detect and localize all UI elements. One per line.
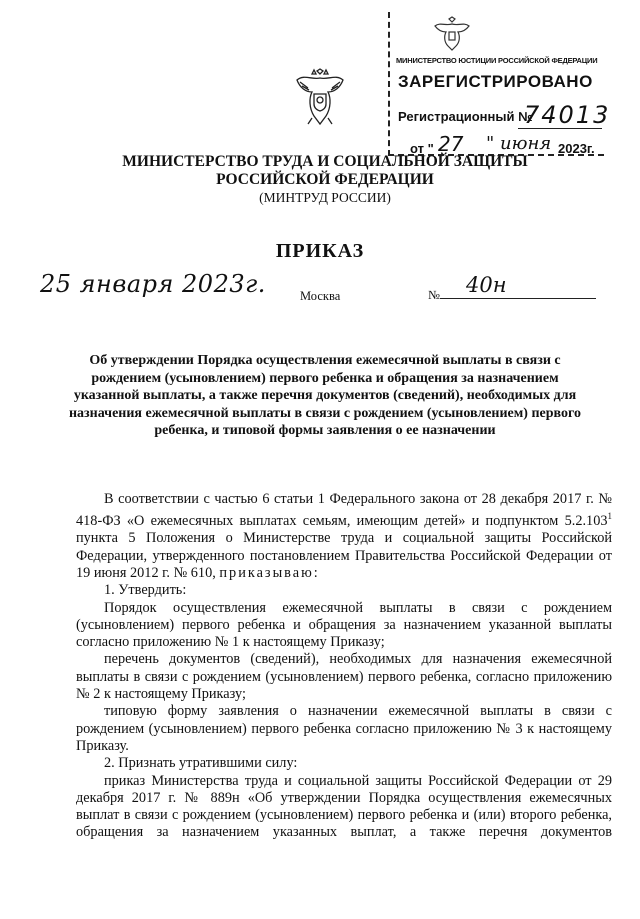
registration-stamp bbox=[388, 12, 611, 156]
paragraph-approve: 1. Утвердить: bbox=[104, 582, 187, 599]
stamp-reg-label: Регистрационный № bbox=[398, 109, 533, 124]
city-label: Москва bbox=[300, 289, 341, 303]
paragraph-repealed-order: приказ Министерства труда и социальной защиты Российской Федерации от 29 декабря 2017 г. № 889н «Об утверждении Порядка осуществления ежемесячных выплат в связи с рождением (усыновлением) первого ребенка и (или) второго ребенка, обращения за назначением указанных выплат, а также перечня документов bbox=[76, 772, 612, 841]
order-number-label: № bbox=[428, 288, 440, 302]
stamp-month: " июня bbox=[486, 133, 552, 154]
ministry-name-line1: МИНИСТЕРСТВО ТРУДА И СОЦИАЛЬНОЙ ЗАЩИТЫ bbox=[122, 153, 528, 170]
preamble-order-word: приказываю: bbox=[219, 564, 320, 581]
stamp-ministry-name: МИНИСТЕРСТВО ЮСТИЦИИ РОССИЙСКОЙ ФЕДЕРАЦИИ bbox=[396, 56, 598, 65]
order-number-underline bbox=[440, 298, 596, 299]
paragraph-application-form: типовую форму заявления о назначении ежемесячной выплаты в связи с рождением (усыновлением) первого ребенка согласно приложению № 3 к настоящему Приказу. bbox=[76, 703, 612, 754]
stamp-eagle-emblem-icon bbox=[432, 16, 472, 52]
stamp-reg-number: 74013 bbox=[524, 101, 611, 129]
stamp-date-prefix: от " bbox=[410, 141, 434, 156]
ministry-header bbox=[0, 153, 640, 206]
preamble-text-mid: пункта 5 Положения о Министерстве труда и социальной защиты Российской Федерации, утвержденного постановлением Правительства Российской Федерации от 19 июня 2012 г. № 610, bbox=[76, 530, 612, 581]
ministry-name-line2: РОССИЙСКОЙ ФЕДЕРАЦИИ bbox=[216, 171, 434, 188]
document-title: Об утверждении Порядка осуществления ежемесячной выплаты в связи с рождением (усыновлением) первого ребенка и обращения за назначением указанной выплаты, а также перечня документов (сведений), необходимых для назначения ежемесячной выплаты в связи с рождением (усыновлением) первого ребенка, и типовой формы заявления о ее назначении bbox=[68, 353, 582, 438]
order-title: ПРИКАЗ bbox=[275, 240, 365, 262]
preamble-superscript: 1 bbox=[607, 511, 612, 522]
stamp-reg-number-underline bbox=[518, 128, 602, 129]
coat-of-arms-icon bbox=[294, 66, 346, 128]
stamp-day: 27 bbox=[438, 132, 464, 156]
paragraph-procedure: Порядок осуществления ежемесячной выплаты в связи с рождением (усыновлением) первого ребенка и обращения за назначением указанной выплаты согласно приложению № 1 к настоящему Приказу; bbox=[76, 599, 612, 651]
paragraph-repeal: 2. Признать утратившими силу: bbox=[104, 755, 298, 772]
stamp-registered-label: ЗАРЕГИСТРИРОВАНО bbox=[398, 72, 593, 91]
paragraph-preamble bbox=[76, 491, 612, 582]
ministry-short-name: (МИНТРУД РОССИИ) bbox=[259, 190, 391, 205]
handwritten-order-number: 40н bbox=[466, 273, 507, 297]
stamp-year: 2023г. bbox=[558, 141, 595, 156]
preamble-text-start: В соответствии с частью 6 статьи 1 Федерального закона от 28 декабря 2017 г. № 418-ФЗ «О ежемесячных выплатах семьям, имеющим детей» и подпунктом 5.2.103 bbox=[76, 491, 612, 530]
handwritten-date: 25 января 2023г. bbox=[40, 270, 266, 298]
paragraph-document-list: перечень документов (сведений), необходимых для назначения ежемесячной выплаты в связи с рождением (усыновлением) первого ребенка, согласно приложению № 2 к настоящему Приказу; bbox=[76, 651, 612, 703]
document-body bbox=[76, 491, 612, 842]
